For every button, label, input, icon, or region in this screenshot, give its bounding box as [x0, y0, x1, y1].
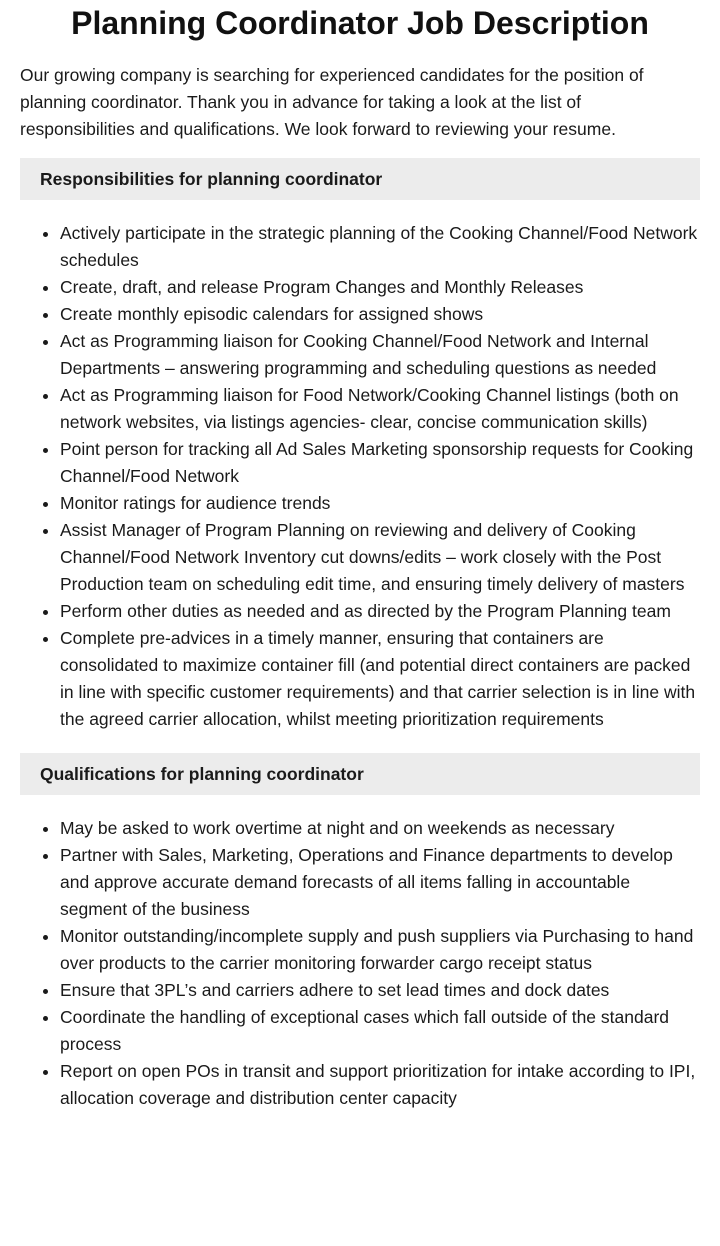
- list-item: • Coordinate the handling of exceptional cases which fall outside of the standard process: [60, 1004, 700, 1058]
- list-item: • Monitor ratings for audience trends: [60, 490, 700, 517]
- page-title: Planning Coordinator Job Description: [71, 5, 649, 41]
- list-item: • Act as Programming liaison for Food Network/Cooking Channel listings (both on network websites, via listings agencies- clear, concise communication skills): [60, 382, 700, 436]
- qualifications-heading: Qualifications for planning coordinator: [20, 753, 700, 795]
- list-item: • Assist Manager of Program Planning on reviewing and delivery of Cooking Channel/Food Network Inventory cut downs/edits – work closely with the Post Production team on scheduling edit time, and ensuring timely delivery of masters: [60, 517, 700, 598]
- qualifications-list: [20, 815, 700, 1112]
- list-item: • Perform other duties as needed and as directed by the Program Planning team: [60, 598, 700, 625]
- list-item: • Ensure that 3PL’s and carriers adhere to set lead times and dock dates: [60, 977, 700, 1004]
- list-item: • May be asked to work overtime at night and on weekends as necessary: [60, 815, 700, 842]
- responsibilities-list: [20, 220, 700, 733]
- responsibilities-heading: Responsibilities for planning coordinator: [20, 158, 700, 200]
- list-item: • Partner with Sales, Marketing, Operations and Finance departments to develop and approve accurate demand forecasts of all items falling in accountable segment of the business: [60, 842, 700, 923]
- list-item: • Act as Programming liaison for Cooking Channel/Food Network and Internal Departments – answering programming and scheduling questions as needed: [60, 328, 700, 382]
- intro-paragraph: Our growing company is searching for experienced candidates for the position of planning coordinator. Thank you in advance for taking a look at the list of responsibilities and qualifications. We look forward to reviewing your resume.: [20, 65, 644, 139]
- list-item: • Monitor outstanding/incomplete supply and push suppliers via Purchasing to hand over products to the carrier monitoring forwarder cargo receipt status: [60, 923, 700, 977]
- list-item: • Create monthly episodic calendars for assigned shows: [60, 301, 700, 328]
- list-item: • Point person for tracking all Ad Sales Marketing sponsorship requests for Cooking Channel/Food Network: [60, 436, 700, 490]
- list-item: • Report on open POs in transit and support prioritization for intake according to IPI, allocation coverage and distribution center capacity: [60, 1058, 700, 1112]
- list-item: • Complete pre-advices in a timely manner, ensuring that containers are consolidated to maximize container fill (and potential direct containers are packed in line with specific customer requirements) and that carrier selection is in line with the agreed carrier allocation, whilst meeting prioritization requirements: [60, 625, 700, 733]
- list-item: • Actively participate in the strategic planning of the Cooking Channel/Food Network schedules: [60, 220, 700, 274]
- list-item: • Create, draft, and release Program Changes and Monthly Releases: [60, 274, 700, 301]
